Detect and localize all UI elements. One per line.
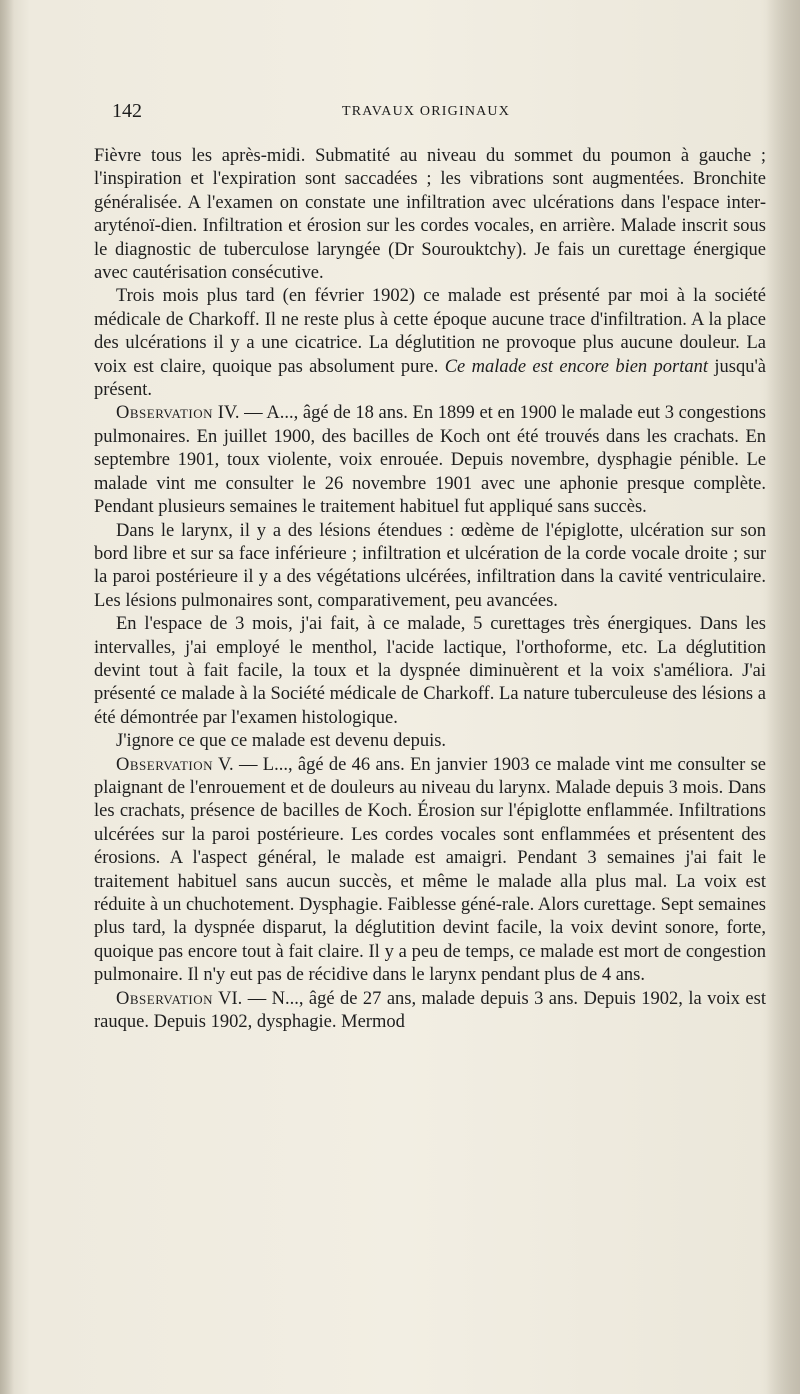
page-number: 142 — [112, 100, 142, 122]
page-edge-shadow — [766, 0, 800, 1394]
paragraph: En l'espace de 3 mois, j'ai fait, à ce malade, 5 curettages très énergiques. Dans les intervalles, j'ai employé le menthol, l'acide lactique, l'orthoforme, etc. La déglutition devint tout à fait facile, la toux et la dyspnée diminuèrent et la voix s'améliora. J'ai présenté ce malade à la Société médicale de Charkoff. La nature tuberculeuse des lésions a été démontrée par l'examen histologique. — [94, 614, 766, 728]
paragraph: Dans le larynx, il y a des lésions étendues : œdème de l'épiglotte, ulcération sur son bord libre et sur sa face inférieure ; infiltration et ulcération de la corde vocale droite ; sur la paroi postérieure il y a des végétations ulcérées, infiltration dans la cavité ventriculaire. Les lésions pulmonaires sont, comparativement, peu avancées. — [94, 520, 766, 611]
body-text — [94, 145, 766, 1034]
observation-label: Observation — [116, 403, 214, 424]
observation-label: Observation — [116, 988, 214, 1009]
page-header — [112, 100, 762, 130]
italic-phrase: Ce malade est encore bien portant — [444, 356, 708, 377]
observation-paragraph: Observation IV. — A..., âgé de 18 ans. En 1899 et en 1900 le malade eut 3 congestions pulmonaires. En juillet 1900, des bacilles de Koch ont été trouvés dans les crachats. En septembre 1901, toux violente, voix enrouée. Depuis novembre, dysphagie pénible. Le malade vint me consulter le 26 novembre 1901 avec une aphonie presque complète. Pendant plusieurs semaines le traitement habituel fut appliqué sans succès. — [94, 403, 766, 518]
paragraph: Trois mois plus tard (en février 1902) ce malade est présenté par moi à la société médicale de Charkoff. Il ne reste plus à cette époque aucune trace d'infiltration. A la place des ulcérations il y a une cicatrice. La déglutition ne provoque plus aucune douleur. La voix est claire, quoique pas absolument pure. Ce malade est encore bien portant jusqu'à présent. — [94, 286, 766, 401]
observation-paragraph: Observation V. — L..., âgé de 46 ans. En janvier 1903 ce malade vint me consulter se plaignant de l'enrouement et de douleurs au niveau du larynx. Malade depuis 3 mois. Dans les crachats, présence de bacilles de Koch. Érosion sur l'épiglotte enflammée. Infiltrations ulcérées sur la paroi postérieure. Les cordes vocales sont enflammées et présentent des érosions. A l'aspect général, le malade est amaigri. Pendant 3 semaines j'ai fait le traitement habituel sans aucun succès, et même le malade alla plus mal. La voix est réduite à un chuchotement. Dysphagie. Faiblesse géné-rale. Alors curettage. Sept semaines plus tard, la dyspnée disparut, la déglutition devint facile, la voix devint sonore, forte, quoique pas encore tout à fait claire. Il y a peu de temps, ce malade est mort de congestion pulmonaire. Il n'y eut pas de récidive dans le larynx pendant plus de 4 ans. — [94, 754, 766, 986]
observation-label: Observation — [116, 754, 214, 775]
running-head: TRAVAUX ORIGINAUX — [342, 104, 511, 119]
paragraph: J'ignore ce que ce malade est devenu depuis. — [116, 731, 447, 752]
page-gutter-shadow — [0, 0, 14, 1394]
observation-paragraph: Observation VI. — N..., âgé de 27 ans, malade depuis 3 ans. Depuis 1902, la voix est rauque. Depuis 1902, dysphagie. Mermod — [94, 988, 766, 1033]
paragraph: Fièvre tous les après-midi. Submatité au niveau du sommet du poumon à gauche ; l'inspiration et l'expiration sont saccadées ; les vibrations sont augmentées. Bronchite généralisée. A l'examen on constate une infiltration avec ulcérations dans l'espace inter-aryténoï-dien. Infiltration et érosion sur les cordes vocales, en arrière. Malade inscrit sous le diagnostic de tuberculose laryngée (Dr Sourouktchy). Je fais un curettage énergique avec cautérisation consécutive. — [94, 146, 766, 284]
